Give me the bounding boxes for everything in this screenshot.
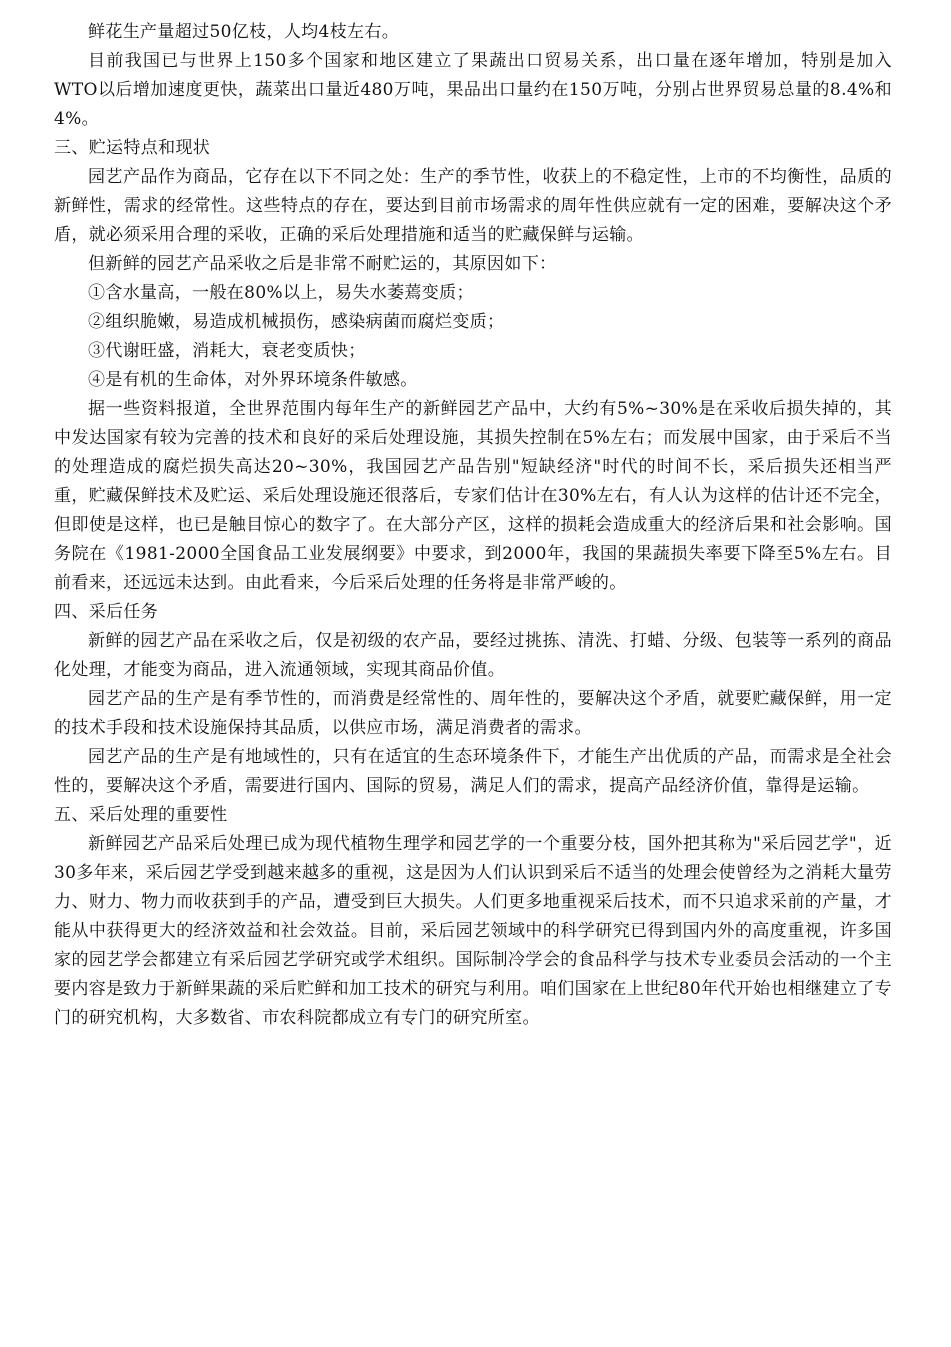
paragraph: 新鲜的园艺产品在采收之后，仅是初级的农产品，要经过挑拣、清洗、打蜡、分级、包装等一系列的商品化处理，才能变为商品，进入流通领域，实现其商品价值。 bbox=[54, 631, 892, 680]
paragraph: 新鲜园艺产品采后处理已成为现代植物生理学和园艺学的一个重要分枝，国外把其称为"采后园艺学"，近30多年来，采后园艺学受到越来越多的重视，这是因为人们认识到采后不适当的处理会使曾经为之消耗大量劳力、财力、物力而收获到手的产品，遭受到巨大损失。人们更多地重视采后技术，而不只追求采前的产量，才能从中获得更大的经济效益和社会效益。目前，采后园艺领域中的科学研究已得到国内外的高度重视，许多国家的园艺学会都建立有采后园艺学研究或学术组织。国际制冷学会的食品科学与技术专业委员会活动的一个主要内容是致力于新鲜果蔬的采后贮鲜和加工技术的研究与利用。咱们国家在上世纪80年代开始也相继建立了专门的研究机构，大多数省、市农科院都成立有专门的研究所室。 bbox=[54, 834, 892, 1028]
paragraph: 目前我国已与世界上150多个国家和地区建立了果蔬出口贸易关系，出口量在逐年增加，特别是加入WTO以后增加速度更快，蔬菜出口量近480万吨，果品出口量约在150万吨，分别占世界贸易总量的8.4%和4%。 bbox=[54, 51, 892, 129]
section-heading: 五、采后处理的重要性 bbox=[54, 805, 228, 825]
list-item: ①含水量高，一般在80%以上，易失水萎蔫变质； bbox=[88, 283, 474, 303]
list-item: ④是有机的生命体，对外界环境条件敏感。 bbox=[88, 370, 418, 390]
section-heading: 四、采后任务 bbox=[54, 602, 159, 622]
paragraph: 园艺产品作为商品，它存在以下不同之处：生产的季节性，收获上的不稳定性，上市的不均衡性，品质的新鲜性，需求的经常性。这些特点的存在，要达到目前市场需求的周年性供应就有一定的困难，要解决这个矛盾，就必须采用合理的采收，正确的采后处理措施和适当的贮藏保鲜与运输。 bbox=[54, 167, 892, 245]
paragraph: 园艺产品的生产是有地域性的，只有在适宜的生态环境条件下，才能生产出优质的产品，而需求是全社会性的，要解决这个矛盾，需要进行国内、国际的贸易，满足人们的需求，提高产品经济价值，靠得是运输。 bbox=[54, 747, 892, 796]
paragraph: 园艺产品的生产是有季节性的，而消费是经常性的、周年性的，要解决这个矛盾，就要贮藏保鲜，用一定的技术手段和技术设施保持其品质，以供应市场，满足消费者的需求。 bbox=[54, 689, 892, 738]
section-heading: 三、贮运特点和现状 bbox=[54, 138, 211, 158]
list-item: ②组织脆嫩，易造成机械损伤，感染病菌而腐烂变质； bbox=[88, 312, 505, 332]
paragraph: 鲜花生产量超过50亿枝，人均4枝左右。 bbox=[88, 22, 400, 42]
paragraph: 但新鲜的园艺产品采收之后是非常不耐贮运的，其原因如下： bbox=[88, 254, 557, 274]
document-page bbox=[54, 18, 892, 1033]
list-item: ③代谢旺盛，消耗大，衰老变质快； bbox=[88, 341, 366, 361]
paragraph: 据一些资料报道，全世界范围内每年生产的新鲜园艺产品中，大约有5%~30%是在采收后损失掉的，其中发达国家有较为完善的技术和良好的采后处理设施，其损失控制在5%左右；而发展中国家，由于采后不当的处理造成的腐烂损失高达20~30%，我国园艺产品告别"短缺经济"时代的时间不长，采后损失还相当严重，贮藏保鲜技术及贮运、采后处理设施还很落后，专家们估计在30%左右，有人认为这样的估计还不完全，但即使是这样，也已是触目惊心的数字了。在大部分产区，这样的损耗会造成重大的经济后果和社会影响。国务院在《1981-2000全国食品工业发展纲要》中要求，到2000年，我国的果蔬损失率要下降至5%左右。目前看来，还远远未达到。由此看来，今后采后处理的任务将是非常严峻的。 bbox=[54, 399, 892, 593]
